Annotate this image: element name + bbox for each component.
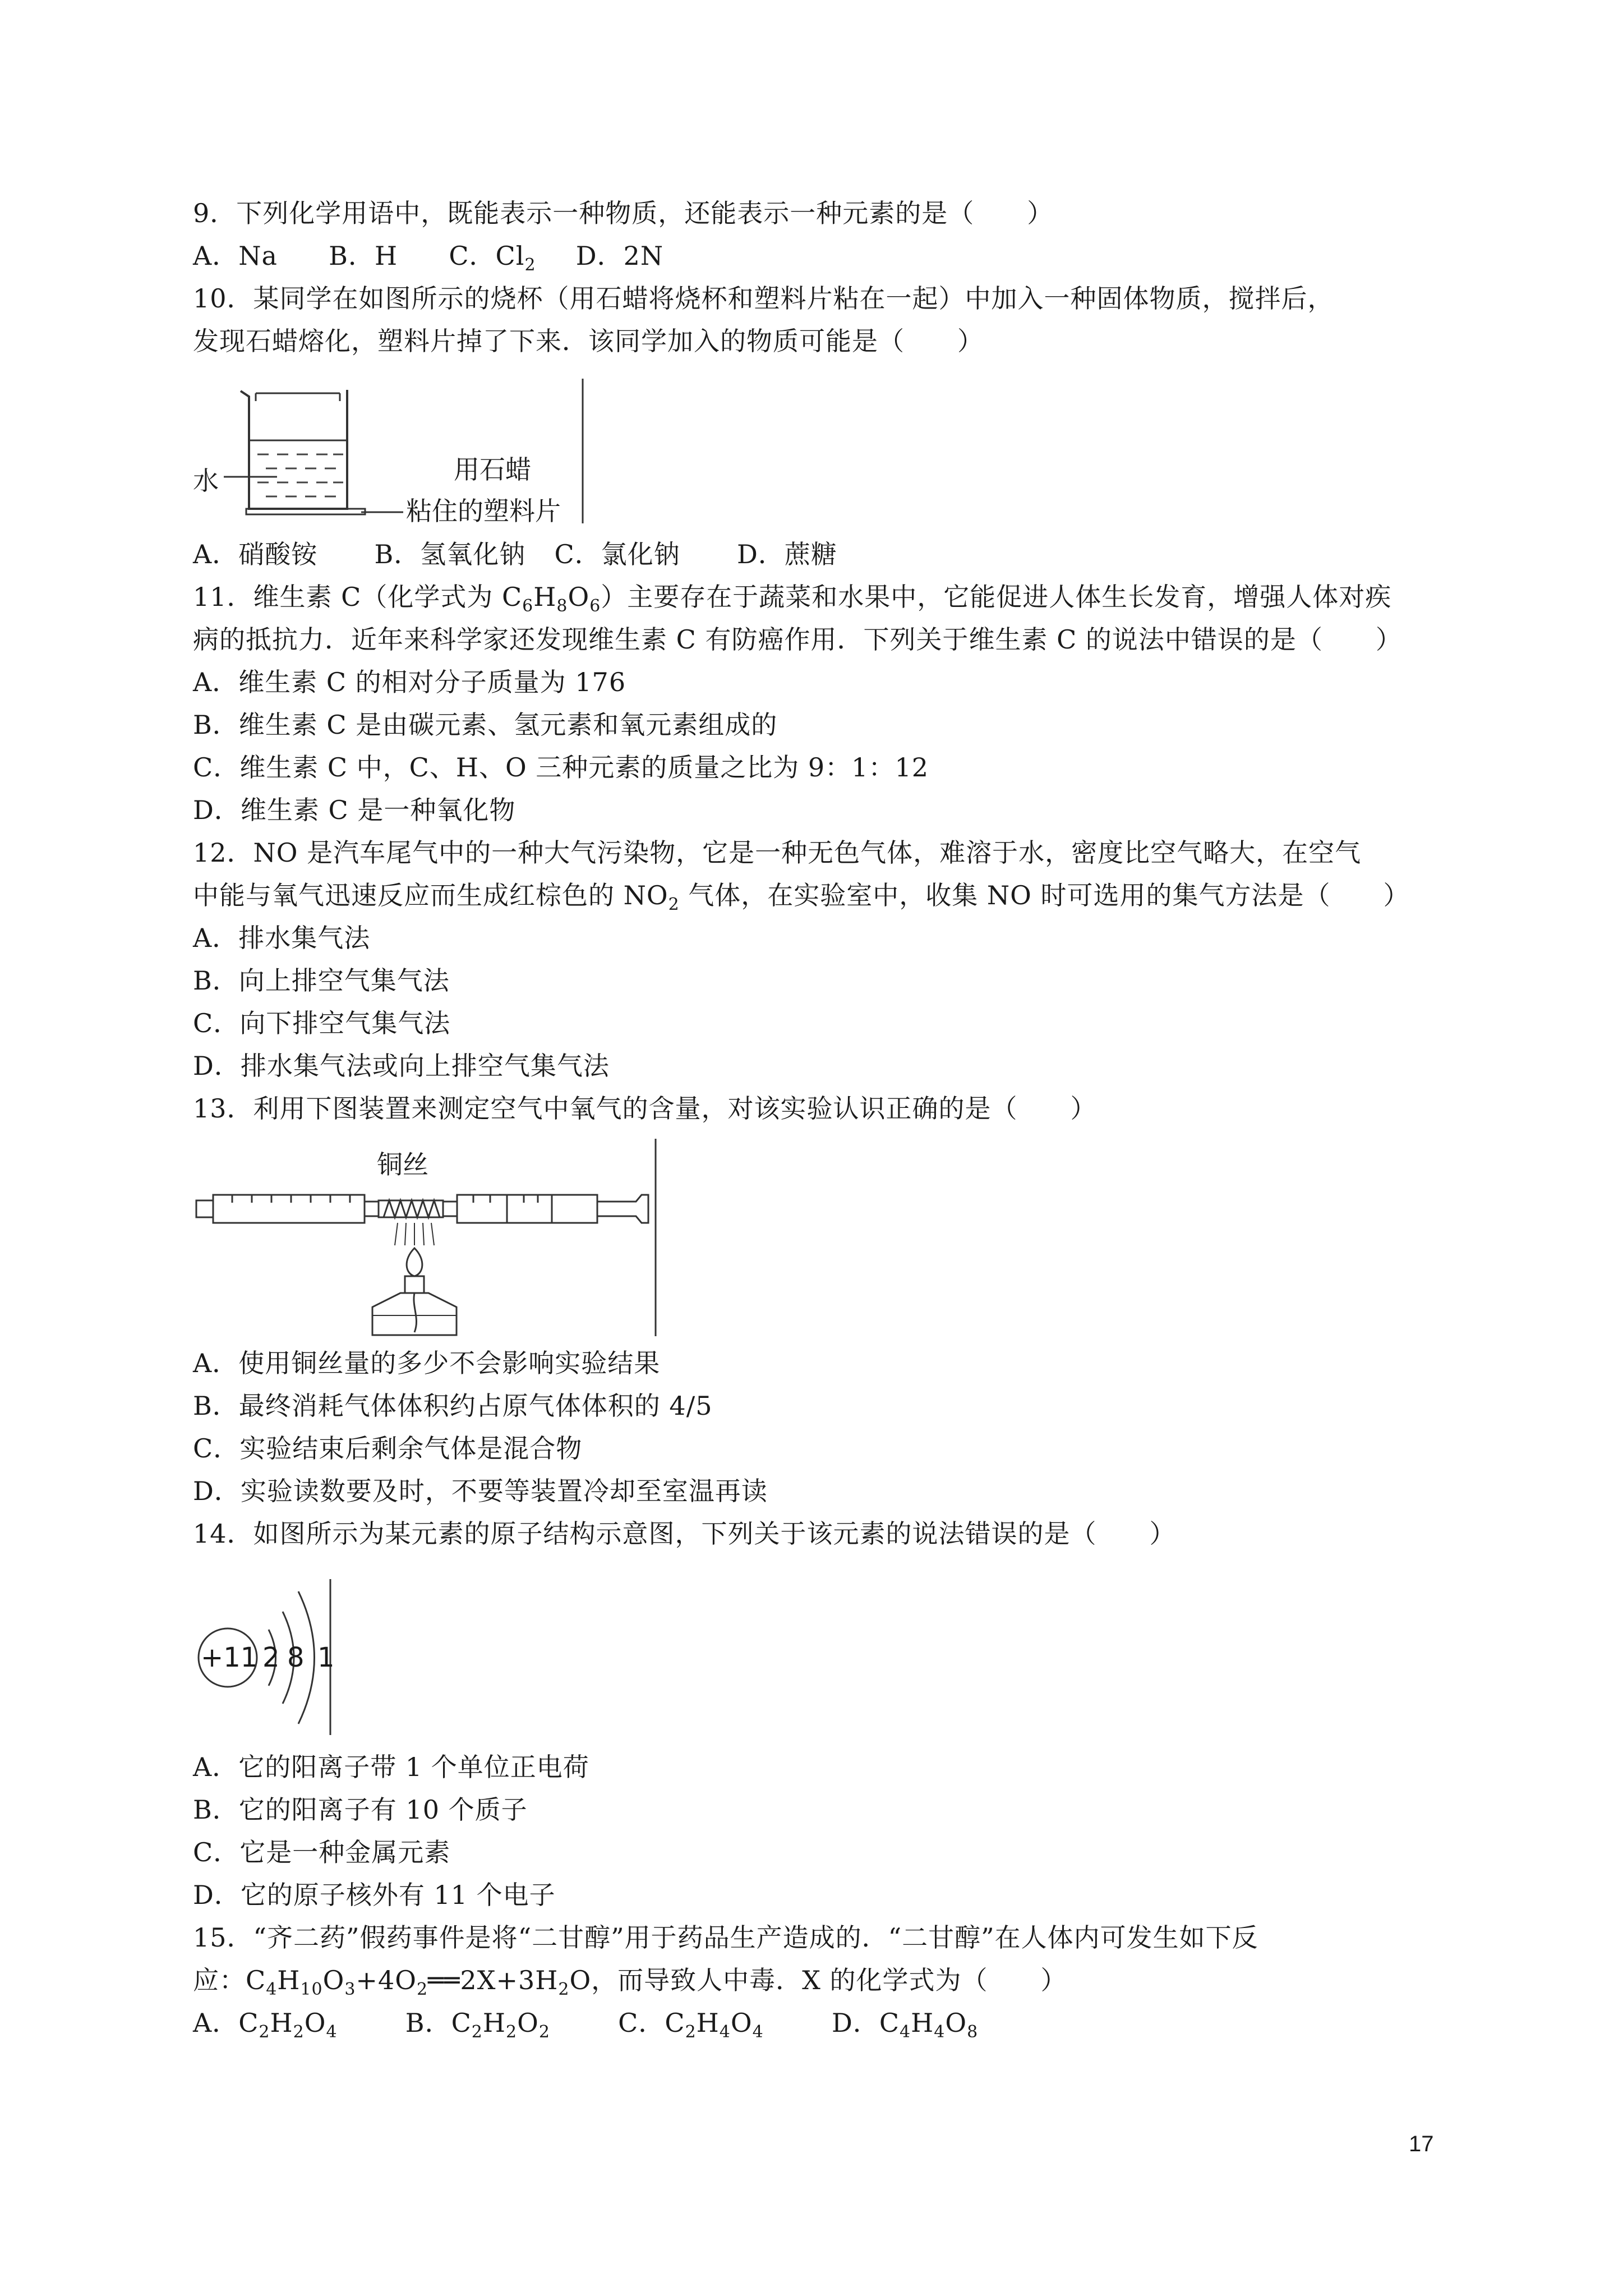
q13-option-a: A．使用铜丝量的多少不会影响实验结果 <box>193 1348 661 1378</box>
q11-stem-line2: 病的抵抗力．近年来科学家还发现维生素 C 有防癌作用．下列关于维生素 C 的说法中错误的是（ ） <box>193 624 1402 655</box>
q12-option-b: B．向上排空气集气法 <box>193 965 450 996</box>
wax-label-2: 粘住的塑料片 <box>406 496 561 526</box>
page-number: 17 <box>1409 2132 1434 2156</box>
q12-stem-line2: 中能与氧气迅速反应而生成红棕色的 $NO_2$ 气体，在实验室中，收集 NO 时可选用的集气方法是（ ） <box>193 880 1410 914</box>
q13-option-c: C．实验结束后剩余气体是混合物 <box>193 1433 583 1464</box>
q12-option-c: C．向下排空气集气法 <box>193 1008 451 1038</box>
q13-stem: 13．利用下图装置来测定空气中氧气的含量，对该实验认识正确的是（ ） <box>193 1093 1097 1124</box>
q10-option-d: D．蔗糖 <box>737 539 837 569</box>
q14-option-c: C．它是一种金属元素 <box>193 1837 451 1867</box>
q10-stem-line1: 10．某同学在如图所示的烧杯（用石蜡将烧杯和塑料片粘在一起）中加入一种固体物质，搅拌后， <box>193 283 1334 314</box>
shell-2-electrons: 8 <box>287 1642 305 1673</box>
q12-stem-line1: 12．NO 是汽车尾气中的一种大气污染物，它是一种无色气体，难溶于水，密度比空气略大，在空气 <box>193 838 1362 868</box>
q13-option-b: B．最终消耗气体体积约占原气体体积的 4/5 <box>193 1391 713 1421</box>
q10-stem-line2: 发现石蜡熔化，塑料片掉了下来．该同学加入的物质可能是（ ） <box>193 326 984 356</box>
q11-option-d: D．维生素 C 是一种氧化物 <box>193 795 516 825</box>
q15-option-c: C．$C_2H_4O_4$ <box>618 2008 764 2042</box>
q15-option-a: A．$C_2H_2O_4$ <box>193 2008 338 2042</box>
q9-option-b: B．H <box>329 241 398 271</box>
q11-option-a: A．维生素 C 的相对分子质量为 176 <box>193 667 626 697</box>
q10-option-c: C．氯化钠 <box>554 539 680 569</box>
q12-option-a: A．排水集气法 <box>193 923 371 953</box>
q10-option-a: A．硝酸铵 <box>193 539 318 569</box>
q11-option-c: C．维生素 C 中，C、H、O 三种元素的质量之比为 9：1：12 <box>193 752 929 783</box>
q14-option-b: B．它的阳离子有 10 个质子 <box>193 1795 528 1825</box>
q15-stem-line2: 应：$C_4H_{10}O_3+4O_2══2X+3H_2O$，而导致人中毒．X 的化学式为（ ） <box>193 1965 1067 1999</box>
q13-option-d: D．实验读数要及时，不要等装置冷却至室温再读 <box>193 1476 768 1506</box>
q9-stem: 9．下列化学用语中，既能表示一种物质，还能表示一种元素的是（ ） <box>193 198 1054 228</box>
q9-option-d: D．2N <box>575 241 664 271</box>
q10-options <box>193 537 837 571</box>
q9-option-a: A．Na <box>193 241 278 271</box>
q14-stem: 14．如图所示为某元素的原子结构示意图，下列关于该元素的说法错误的是（ ） <box>193 1519 1176 1549</box>
shell-1-electrons: 2 <box>262 1642 280 1673</box>
copper-label: 铜丝 <box>377 1149 428 1180</box>
q14-atom-structure-figure <box>193 1579 339 1736</box>
q15-stem-line1: 15．“齐二药”假药事件是将“二甘醇”用于药品生产造成的．“二甘醇”在人体内可发生如下反 <box>193 1922 1258 1953</box>
q15-option-b: B．$C_2H_2O_2$ <box>405 2008 550 2042</box>
q9-option-c: C．$Cl_2$ <box>449 241 536 275</box>
q12-option-d: D．排水集气法或向上排空气集气法 <box>193 1051 610 1081</box>
nucleus-charge: +11 <box>201 1642 258 1673</box>
q15-option-d: D．$C_4H_4O_8$ <box>831 2008 979 2042</box>
water-label: 水 <box>193 466 219 496</box>
q9-options <box>193 239 663 273</box>
q15-options <box>193 2006 978 2040</box>
q13-apparatus-figure <box>193 1139 658 1338</box>
shell-3-electrons: 1 <box>317 1642 335 1673</box>
q10-beaker-figure <box>193 379 585 530</box>
q14-option-a: A．它的阳离子带 1 个单位正电荷 <box>193 1752 589 1782</box>
q14-option-d: D．它的原子核外有 11 个电子 <box>193 1880 556 1910</box>
q10-option-b: B．氢氧化钠 <box>374 539 526 569</box>
q11-option-b: B．维生素 C 是由碳元素、氢元素和氧元素组成的 <box>193 710 778 740</box>
q11-stem-line1: 11．维生素 C（化学式为 $C_6H_8O_6$）主要存在于蔬菜和水果中，它能促进人体生长发育，增强人体对疾 <box>193 582 1392 616</box>
wax-label-1: 用石蜡 <box>454 454 531 485</box>
